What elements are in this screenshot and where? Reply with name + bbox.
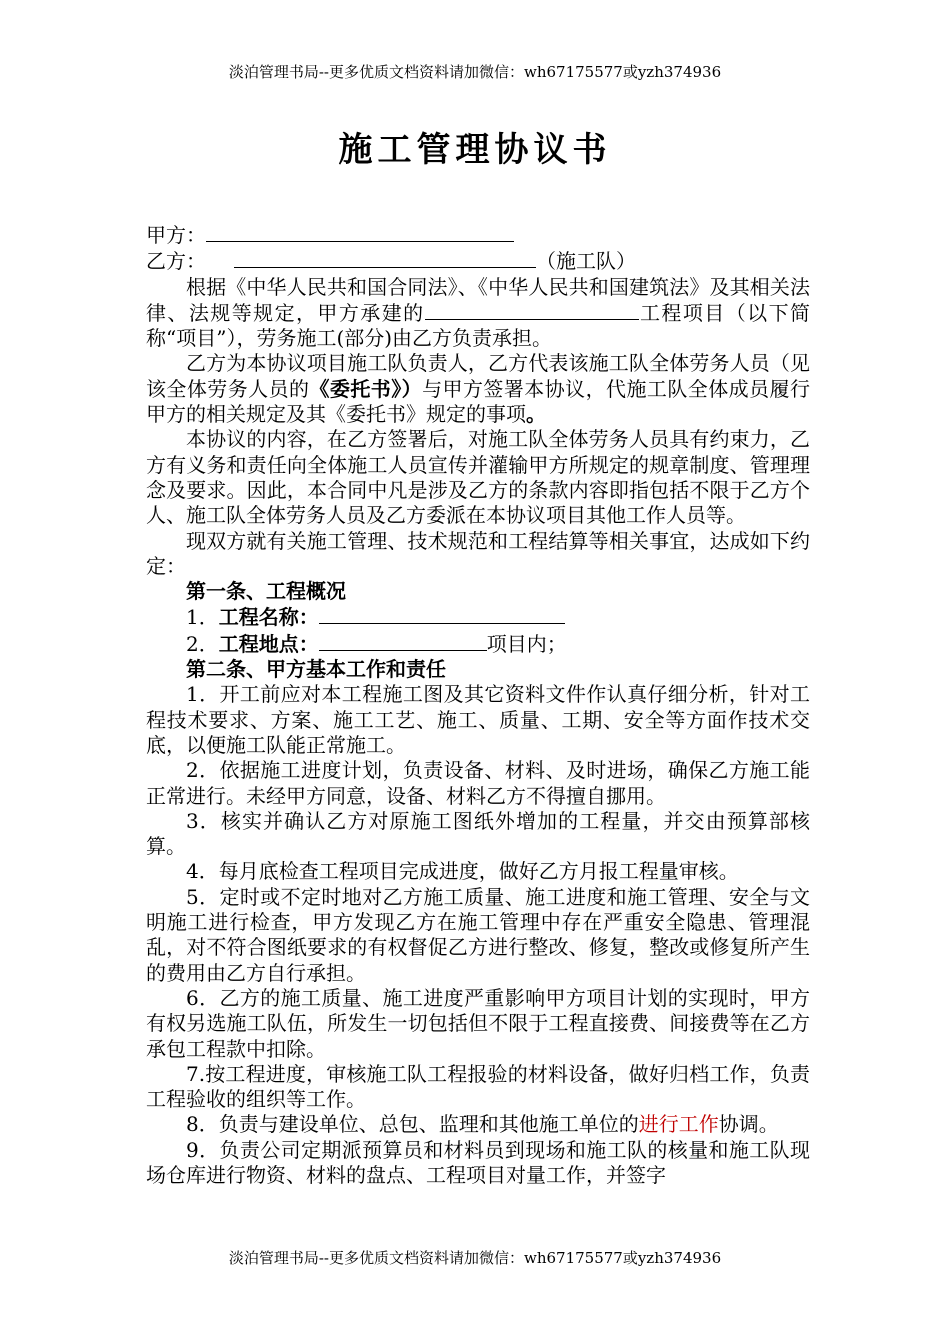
intro-paragraph-3: 本协议的内容，在乙方签署后，对施工队全体劳务人员具有约束力，乙方有义务和责任向全体施工人员宣传并灌输甲方所规定的规章制度、管理理念及要求。因此，本合同中凡是涉及乙方的条款内容即指包括不限于乙方个人、施工队全体劳务人员及乙方委派在本协议项目其他工作人员等。 <box>146 427 810 528</box>
a1-item1-label: 工程名称： <box>218 605 319 630</box>
party-a-line <box>146 222 810 248</box>
page-header: 淡泊管理书局--更多优质文档资料请加微信：wh67175577或yzh374936 <box>228 63 722 81</box>
article-2-item-7: 7.按工程进度，审核施工队工程报验的材料设备，做好归档工作，负责工程验收的组织等工作。 <box>146 1061 810 1112</box>
article-2-item-2: 2．依据施工进度计划，负责设备、材料、及时进场，确保乙方施工能正常进行。未经甲方同意，设备、材料乙方不得擅自挪用。 <box>146 758 810 808</box>
a1-item2-suffix: 项目内； <box>486 631 567 656</box>
page-footer: 淡泊管理书局--更多优质文档资料请加微信：wh67175577或yzh374936 <box>228 1249 722 1267</box>
article-1-item-2 <box>146 631 810 657</box>
article-2-heading: 第二条、甲方基本工作和责任 <box>186 657 446 682</box>
article-2-item-9: 9．负责公司定期派预算员和材料员到现场和施工队的核量和施工队现场仓库进行物资、材料的盘点、工程项目对量工作，并签字 <box>146 1137 810 1187</box>
project-title-blank <box>319 604 565 624</box>
document-title: 施工管理协议书 <box>338 130 612 170</box>
intro-p2-text-b: 与甲方签署本协议，代施工队全体成员履行甲方的相关规定及其《委托书》规定的事项 <box>146 376 810 427</box>
article-2-item-6: 6．乙方的施工质量、施工进度严重影响甲方项目计划的实现时，甲方有权另选施工队伍，所发生一切包括但不限于工程直接费、间接费等在乙方承包工程款中扣除。 <box>146 985 810 1061</box>
article-1-heading: 第一条、工程概况 <box>186 579 346 604</box>
article-2-item-4: 4．每月底检查工程项目完成进度，做好乙方月报工程量审核。 <box>186 859 739 884</box>
intro-p1-text-b: 工程项目（以下简称“项目”），劳务施工(部分)由乙方负责承担。 <box>146 300 811 351</box>
party-a-blank <box>206 222 514 242</box>
party-b-label: 乙方： <box>146 249 206 274</box>
party-a-label: 甲方： <box>146 223 206 247</box>
article-2-item-5: 5．定时或不定时地对乙方施工质量、施工进度和施工管理、安全与文明施工进行检查，甲方发现乙方在施工管理中存在严重安全隐患、管理混乱，对不符合图纸要求的有权督促乙方进行整改、修复，整改或修复所产生的费用由乙方自行承担。 <box>146 884 810 985</box>
a2-item8-text-a: 8．负责与建设单位、总包、监理和其他施工单位的 <box>186 1112 639 1137</box>
article-2-item-1: 1．开工前应对本工程施工图及其它资料文件作认真仔细分析，针对工程技术要求、方案、施工工艺、施工、质量、工期、安全等方面作技术交底，以便施工队能正常施工。 <box>146 682 810 757</box>
intro-paragraph-1 <box>146 275 810 352</box>
intro-p1-text-a: 根据《中华人民共和国合同法》、《中华人民共和国建筑法》及其相关法律、法规等规定，甲方承建的 <box>146 274 810 325</box>
document-body <box>146 222 810 1188</box>
a2-item8-text-b: 协调。 <box>718 1112 779 1137</box>
project-name-blank <box>425 300 639 320</box>
party-b-suffix: （施工队） <box>536 249 636 274</box>
intro-p2-end: 。 <box>526 402 546 427</box>
article-2-item-8 <box>146 1112 810 1137</box>
intro-paragraph-2 <box>146 351 810 427</box>
project-location-blank <box>319 631 487 651</box>
a1-item2-label: 工程地点： <box>218 631 319 656</box>
a1-item1-num: 1． <box>186 605 219 630</box>
party-b-blank <box>234 248 536 268</box>
article-1-item-1 <box>146 604 810 630</box>
a2-item8-red-text: 进行工作 <box>638 1112 719 1137</box>
intro-paragraph-4: 现双方就有关施工管理、技术规范和工程结算等相关事宜，达成如下约定： <box>146 528 810 578</box>
article-2-item-3: 3．核实并确认乙方对原施工图纸外增加的工程量，并交由预算部核算。 <box>146 808 810 859</box>
a1-item2-num: 2． <box>186 631 219 656</box>
intro-p2-bold: 《委托书》） <box>309 376 423 401</box>
party-b-line <box>146 248 810 274</box>
intro-p2-text-a: 乙方为本协议项目施工队负责人，乙方代表该施工队全体劳务人员（见该全体劳务人员的 <box>146 351 810 401</box>
